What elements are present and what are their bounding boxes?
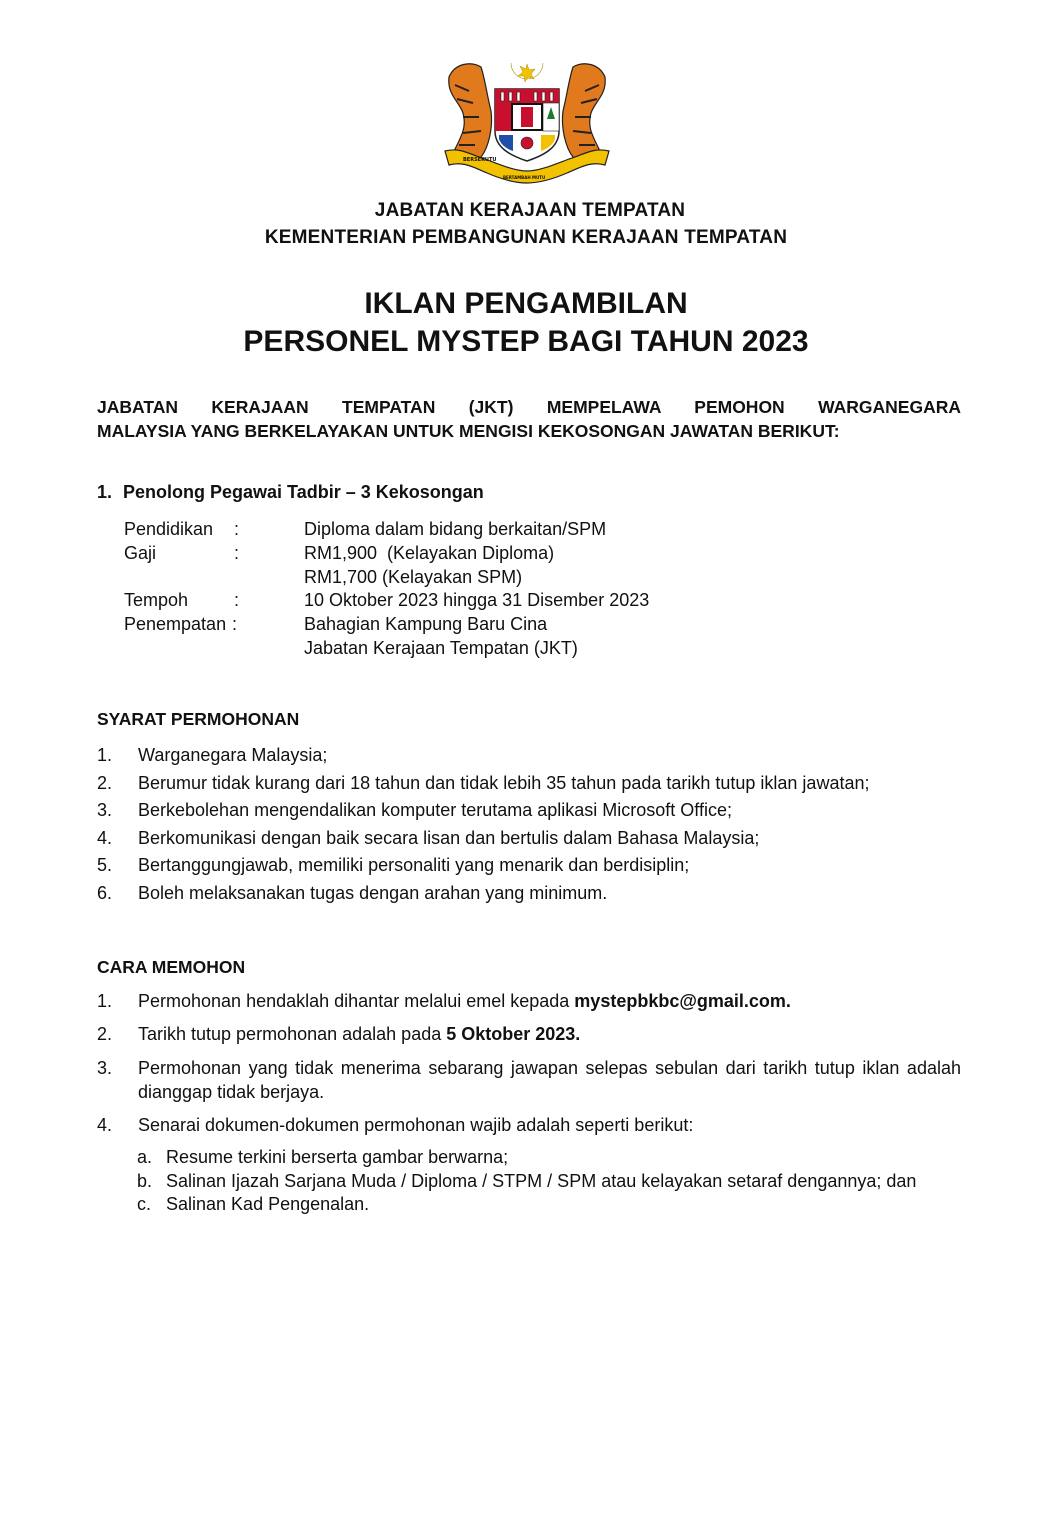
list-number: 2.: [97, 773, 113, 793]
list-number: 5.: [97, 855, 113, 875]
document-text: Resume terkini berserta gambar berwarna;: [166, 1147, 509, 1167]
position-number: 1.: [97, 482, 113, 502]
position-title: Penolong Pegawai Tadbir – 3 Kekosongan: [123, 482, 484, 502]
detail-colon: :: [234, 543, 240, 563]
detail-label-penempatan: Penempatan: [124, 614, 227, 634]
section-heading-syarat: SYARAT PERMOHONAN: [97, 709, 300, 729]
list-text: Permohonan yang tidak menerima sebarang jawapan selepas sebulan dari tarikh tutup iklan adalah dianggap tidak berjaya.: [138, 1058, 961, 1102]
agency-name: JABATAN KERAJAAN TEMPATAN: [374, 200, 686, 221]
document-item: [137, 1169, 916, 1193]
list-text: Tarikh tutup permohonan adalah pada 5 Oktober 2023.: [138, 1024, 581, 1044]
list-text: Bertanggungjawab, memiliki personaliti yang menarik dan berdisiplin;: [138, 855, 690, 875]
list-number: 3.: [97, 1058, 113, 1078]
crest-motto-right: BERTAMBAH MUTU: [503, 175, 546, 180]
list-text: Berkomunikasi dengan baik secara lisan dan bertulis dalam Bahasa Malaysia;: [138, 828, 760, 848]
list-number: 1.: [97, 991, 113, 1011]
detail-value-gaji-diploma: RM1,900 (Kelayakan Diploma): [304, 543, 555, 563]
document-item: [137, 1192, 369, 1216]
list-number: 2.: [97, 1024, 113, 1044]
detail-colon: :: [234, 590, 240, 610]
document-letter: b.: [137, 1171, 153, 1191]
document-text: Salinan Kad Pengenalan.: [166, 1194, 370, 1214]
document-text: Salinan Ijazah Sarjana Muda / Diploma / STPM / SPM atau kelayakan setaraf dengannya; dan: [166, 1171, 917, 1191]
list-text: Boleh melaksanakan tugas dengan arahan yang minimum.: [138, 883, 608, 903]
document-item: [137, 1145, 508, 1169]
detail-colon: :: [232, 614, 238, 634]
intro-line2: MALAYSIA YANG BERKELAYAKAN UNTUK MENGISI KEKOSONGAN JAWATAN BERIKUT:: [97, 421, 840, 441]
document-title-line1: IKLAN PENGAMBILAN: [364, 287, 688, 320]
list-number: 3.: [97, 800, 113, 820]
list-text: Warganegara Malaysia;: [138, 745, 328, 765]
detail-value-tempoh: 10 Oktober 2023 hingga 31 Disember 2023: [304, 590, 650, 610]
intro-line1: JABATAN KERAJAAN TEMPATAN (JKT) MEMPELAWA PEMOHON WARGANEGARA: [97, 397, 961, 417]
section-heading-cara: CARA MEMOHON: [97, 957, 246, 977]
list-number: 6.: [97, 883, 113, 903]
detail-value-penempatan: Bahagian Kampung Baru Cina: [304, 614, 548, 634]
document-letter: a.: [137, 1147, 153, 1167]
detail-label-gaji: Gaji: [124, 543, 157, 563]
list-number: 4.: [97, 828, 113, 848]
malaysia-coat-of-arms-logo: [441, 55, 613, 185]
detail-value-gaji-spm: RM1,700 (Kelayakan SPM): [304, 567, 523, 587]
ministry-name: KEMENTERIAN PEMBANGUNAN KERAJAAN TEMPATAN: [264, 227, 788, 248]
list-number: 1.: [97, 745, 113, 765]
detail-value-pendidikan: Diploma dalam bidang berkaitan/SPM: [304, 519, 607, 539]
document-title-line2: PERSONEL MYSTEP BAGI TAHUN 2023: [243, 325, 809, 358]
detail-value-penempatan-jkt: Jabatan Kerajaan Tempatan (JKT): [304, 638, 578, 658]
detail-label-tempoh: Tempoh: [124, 590, 189, 610]
crest-motto-left: BERSEKUTU: [463, 157, 497, 163]
closing-date: 5 Oktober 2023.: [446, 1024, 581, 1044]
application-email[interactable]: mystepbkbc@gmail.com.: [574, 991, 791, 1011]
position-heading: [97, 482, 484, 503]
detail-label-pendidikan: Pendidikan: [124, 519, 214, 539]
document-letter: c.: [137, 1194, 152, 1214]
detail-colon: :: [234, 519, 240, 539]
list-text: Berumur tidak kurang dari 18 tahun dan tidak lebih 35 tahun pada tarikh tutup iklan jawatan;: [138, 773, 870, 793]
list-number: 4.: [97, 1115, 113, 1135]
list-text: Berkebolehan mengendalikan komputer terutama aplikasi Microsoft Office;: [138, 800, 732, 820]
list-text: Senarai dokumen-dokumen permohonan wajib adalah seperti berikut:: [138, 1115, 694, 1135]
list-text: Permohonan hendaklah dihantar melalui emel kepada mystepbkbc@gmail.com.: [138, 991, 791, 1011]
